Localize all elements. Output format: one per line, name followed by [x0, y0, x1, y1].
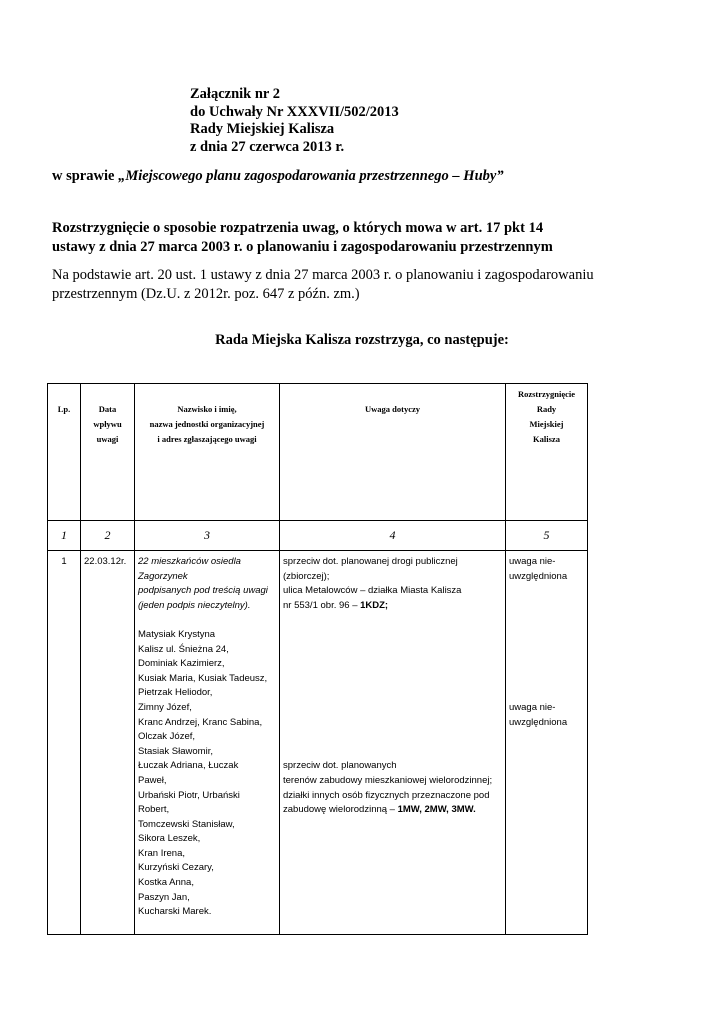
- header-date-line: uwagi: [96, 434, 119, 444]
- submitter-name: Matysiak Krystyna: [138, 628, 216, 640]
- column-number: 1: [48, 521, 81, 551]
- attachment-header: [190, 86, 399, 156]
- resolution-title-line-1: Rozstrzygnięcie o sposobie rozpatrzenia uwag, o których mowa w art. 17 pkt 14: [52, 220, 544, 236]
- remark-line: sprzeciw dot. planowanej drogi publicznej: [283, 556, 458, 567]
- submitter-name: Olczak Józef,: [138, 731, 196, 743]
- submitter-note: [138, 555, 279, 613]
- submitter-note-line: 22 mieszkańców osiedla: [138, 556, 241, 567]
- attachment-number: Załącznik nr 2: [190, 86, 280, 102]
- resolution-date: z dnia 27 czerwca 2013 r.: [190, 138, 345, 155]
- submitter-name: Sikora Leszek,: [138, 833, 201, 845]
- submitter-name: Kurzyński Cezary,: [138, 862, 214, 874]
- resolution-title-line-2: ustawy z dnia 27 marca 2003 r. o planowaniu i zagospodarowaniu przestrzennym: [52, 239, 553, 255]
- submitter-name: Kucharski Marek.: [138, 906, 212, 918]
- resolution-number: do Uchwały Nr XXXVII/502/2013: [190, 103, 399, 120]
- header-lp: [48, 384, 81, 521]
- remark-line: (zbiorczej);: [283, 570, 330, 582]
- remark-symbol: 1KDZ;: [360, 599, 389, 611]
- remark-symbol: 1MW, 2MW, 3MW.: [397, 804, 476, 816]
- submitter-name: Urbański Piotr, Urbański: [138, 789, 240, 801]
- table-header-row: [48, 384, 588, 521]
- table-row: [48, 551, 588, 935]
- header-remark: [280, 384, 506, 521]
- row-remark: [280, 551, 506, 935]
- column-number: 5: [506, 521, 588, 551]
- decree-heading: Rada Miejska Kalisza rozstrzyga, co następuje:: [215, 332, 509, 348]
- remark-line: terenów zabudowy mieszkaniowej wielorodzinnej;: [283, 774, 493, 786]
- row-submitter: [135, 551, 280, 935]
- header-lp-text: Lp.: [57, 404, 71, 414]
- header-name-line: i adres zgłaszającego uwagi: [157, 434, 257, 444]
- subject-line: [52, 168, 504, 185]
- row-lp-text: 1: [61, 556, 67, 567]
- spacer: [138, 613, 279, 628]
- remark-road: [283, 555, 505, 613]
- header-date-line: wpływu: [93, 419, 122, 429]
- remark-line: sprzeciw dot. planowanych: [283, 760, 397, 772]
- decision-road: [509, 555, 587, 584]
- decision-line: uwzględniona: [509, 570, 568, 582]
- submitter-name: Tomczewski Stanisław,: [138, 818, 235, 830]
- remark-line: [283, 803, 505, 818]
- header-decision-line: Miejskiej: [529, 419, 564, 429]
- remark-line: ulica Metalowców – działka Miasta Kalisza: [283, 585, 462, 597]
- submitter-name: Pietrzak Heliodor,: [138, 687, 213, 699]
- row-decision: [506, 551, 588, 935]
- submitter-note-line: podpisanych pod treścią uwagi: [138, 585, 268, 597]
- submitter-name: Kostka Anna,: [138, 877, 194, 889]
- remark-line: działki innych osób fizycznych przeznaczone pod: [283, 789, 490, 801]
- submitter-name: Kalisz ul. Śnieżna 24,: [138, 643, 229, 655]
- resolution-title: [52, 219, 553, 257]
- subject-lead: w sprawie: [52, 168, 119, 184]
- decision-line: uwaga nie-: [509, 702, 556, 714]
- submitter-note-line: (jeden podpis nieczytelny).: [138, 599, 251, 611]
- row-lp: [48, 551, 81, 935]
- remarks-table: [47, 383, 588, 935]
- column-number: 2: [81, 521, 135, 551]
- spacer: [509, 584, 587, 701]
- legal-basis-line-1: Na podstawie art. 20 ust. 1 ustawy z dnia 27 marca 2003 r. o planowaniu i zagospodarowaniu: [52, 267, 594, 283]
- header-date: [81, 384, 135, 521]
- header-decision-line: Rozstrzygnięcie: [517, 389, 576, 399]
- decision-line: uwzględniona: [509, 716, 568, 728]
- legal-basis: [52, 266, 594, 304]
- submitter-name: Dominiak Kazimierz,: [138, 658, 225, 670]
- header-name: [135, 384, 280, 521]
- remark-text: zabudowę wielorodzinną –: [283, 804, 398, 816]
- submitter-name: Stasiak Sławomir,: [138, 745, 213, 757]
- remark-housing: [283, 759, 505, 817]
- submitter-name: Kranc Andrzej, Kranc Sabina,: [138, 716, 263, 728]
- submitter-list: [138, 628, 279, 920]
- header-date-line: Data: [98, 404, 117, 414]
- submitter-name: Kusiak Maria, Kusiak Tadeusz,: [138, 672, 268, 684]
- header-remark-text: Uwaga dotyczy: [364, 404, 420, 414]
- column-number-row: [48, 521, 588, 551]
- submitter-name: Zimny Józef,: [138, 701, 192, 713]
- decision-line: uwaga nie-: [509, 556, 556, 567]
- row-date-text: 22.03.12r.: [84, 556, 127, 567]
- submitter-note-line: Zagorzynek: [138, 570, 188, 582]
- column-number: 4: [280, 521, 506, 551]
- submitter-name: Paweł,: [138, 774, 167, 786]
- remark-line: [283, 599, 505, 614]
- spacer: [283, 613, 505, 759]
- header-name-line: Nazwisko i imię,: [177, 404, 237, 414]
- column-number: 3: [135, 521, 280, 551]
- header-decision-line: Kalisza: [533, 434, 560, 444]
- header-decision-line: Rady: [536, 404, 557, 414]
- submitter-name: Robert,: [138, 804, 170, 816]
- header-name-line: nazwa jednostki organizacyjnej: [149, 419, 265, 429]
- legal-basis-line-2: przestrzennym (Dz.U. z 2012r. poz. 647 z późn. zm.): [52, 286, 360, 302]
- header-decision: [506, 384, 588, 521]
- submitter-name: Paszyn Jan,: [138, 891, 190, 903]
- council-name: Rady Miejskiej Kalisza: [190, 121, 335, 137]
- remark-text: nr 553/1 obr. 96 –: [283, 599, 361, 611]
- submitter-name: Łuczak Adriana, Łuczak: [138, 760, 239, 772]
- decision-housing: [509, 701, 587, 730]
- plan-title: „Miejscowego planu zagospodarowania przestrzennego – Huby”: [118, 168, 504, 184]
- row-date: [81, 551, 135, 935]
- submitter-name: Kran Irena,: [138, 847, 185, 859]
